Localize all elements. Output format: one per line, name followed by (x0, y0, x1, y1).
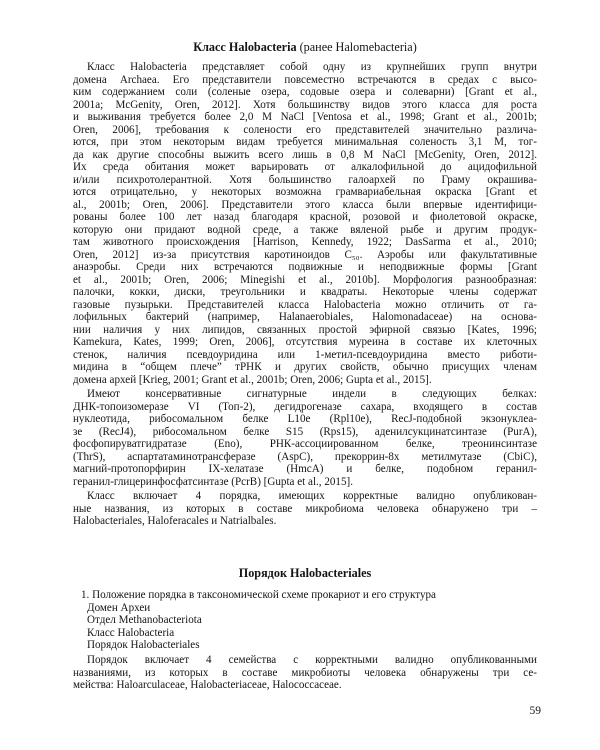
text-line: зе (RecJ4), рибосомальном белке S15 (Rps15), аденилсукцинатсинтазе (PurA), (73, 425, 537, 438)
text-line: Oren, 2006], требования к солености его представителей значительно различа- (73, 123, 537, 136)
text-line: ются отрицательно, у некоторых возможна грамвариабельная окраска [Grant et (73, 186, 537, 198)
text-line: палочки, кокки, диски, треугольники и квадраты. Некоторые члены содержат (73, 286, 537, 298)
text-line: Kamekura, Kates, 1999; Oren, 2006], отсутствия муреина в составе их клеточных (73, 336, 537, 348)
text-line: там животного происхождения [Harrison, Kennedy, 1922; DasSarma et al., 2010; (73, 236, 537, 248)
text-line: домена архей [Krieg, 2001; Grant et al., 2001b; Oren, 2006; Gupta et al., 2015]. (73, 373, 432, 386)
text-line: газовые пузырьки. Представителей класса Halobacteria можно отличить от га- (73, 298, 537, 311)
taxonomy-block (73, 589, 537, 652)
text-line: которую они придают водной среде, а также вяленой рыбе и другим продук- (73, 223, 537, 236)
text-line: нуклеотида, рибосомальном белке L10e (Rpl10e), RecJ-подобной экзонуклеа- (73, 413, 537, 425)
text-line: Класс Halobacteria представляет собой одну из крупнейших групп внутри (87, 61, 537, 73)
page-number: 59 (529, 705, 541, 717)
text-line: мейства: Haloarculaceae, Halobacteriaceae, Halococcaceae. (73, 679, 342, 691)
text-line: et al., 2001b; Oren, 2006; Minegishi et al., 2010b]. Морфология разнообразная: (73, 273, 537, 286)
text-line: Oren, 2012] из-за присутствия каротиноидов C₅₀. Аэробы или факультативные (73, 248, 537, 261)
text-line: ные названия, из которых в составе микробиома человека обнаружено три – (73, 502, 537, 515)
text-line: названиями, из которых в составе микробиоты человека обнаружены три се- (73, 666, 537, 679)
paragraph-indels (73, 388, 537, 488)
text-line: ДНК-топоизомеразе VI (Топ-2), дегидрогеназе сахара, входящего в состав (73, 400, 537, 413)
text-line: мидина в “общем плече” тРНК и других свойств, обычно присущих членам (73, 361, 537, 373)
taxonomy-line: Порядок Halobacteriales (87, 639, 200, 651)
section-heading-class (73, 40, 537, 54)
text-line: и выживания требуется более 2,0 M NaCl [Ventosa et al., 1998; Grant et al., 2001b; (73, 111, 537, 123)
text-line: Порядок включает 4 семейства с корректными валидно опубликованными (87, 654, 537, 666)
text-line: лофильных бактерий (например, Halanaerobiales, Halomonadaceae) на основа- (73, 311, 537, 323)
text-line: анаэробы. Среди них встречаются подвижные и неподвижные формы [Grant (73, 261, 537, 273)
text-line: нии наличия у них липидов, связанных простой эфирной связью [Kates, 1996; (73, 323, 537, 336)
text-line: Класс включает 4 порядка, имеющих корректные валидно опубликован- (87, 490, 537, 502)
text-line: al., 2001b; Oren, 2006]. Представители этого класса были впервые идентифици- (73, 198, 537, 211)
taxonomy-line: Класс Halobacteria (87, 626, 175, 639)
list-item: 1. Положение порядка в таксономической схеме прокариот и его структура (81, 589, 436, 601)
text-line: да как другие способны выжить всего лишь в 0,8 M NaCl [McGenity, Oren, 2012]. (73, 148, 537, 161)
paragraph-families (73, 654, 537, 692)
text-line: магний-протопорфирин IX-хелатазе (HmcA) и белке, подобном геранил- (73, 463, 537, 475)
text-line: ются, при этом некоторым видам требуется минимальная соленость 3,1 M, тог- (73, 136, 537, 148)
text-line: домена Archaea. Его представители повсеместно встречаются в средах с высо- (73, 73, 537, 86)
paragraph-orders (73, 490, 537, 528)
text-line: Имеют консервативные сигнатурные индели в следующих белках: (87, 388, 537, 400)
text-line: 2001a; McGenity, Oren, 2012]. Хотя большинству видов этого класса для роста (73, 98, 537, 111)
paragraph-intro (73, 61, 537, 386)
text-line: рованы более 100 лет назад благодаря красной, розовой и фиолетовой окраске, (73, 211, 537, 223)
text-line: (ThrS), аспартатаминотрансферазе (AspC), прекоррин-8х метилмутазе (CbiC), (73, 450, 537, 463)
text-line: Их среда обитания может варьировать от алкалофильной до ацидофильной (73, 161, 537, 173)
text-line: геранил-глицеринфосфатсинтазе (PcrB) [Gupta et al., 2015]. (73, 475, 353, 488)
text-line: и/или психротолерантной. Хотя большинство галоархей по Граму окрашива- (73, 173, 537, 186)
taxonomy-line: Домен Археи (87, 601, 151, 614)
heading-order: Порядок Halobacteriales (238, 566, 372, 580)
heading-class-rest: (ранее Halomebacteria) (296, 40, 417, 54)
taxonomy-line: Отдел Methanobacteriota (87, 614, 202, 626)
text-line: фосфопируватгидратазе (Eno), РНК-ассоциированном белке, треонинсинтазе (73, 438, 537, 450)
text-line: Halobacteriales, Haloferacales и Natrialbales. (73, 515, 277, 527)
heading-class-bold: Класс Halobacteria (193, 40, 297, 54)
section-heading-order (73, 566, 537, 580)
text-line: стенок, наличия псевдоуридина или 1-метил-псевдоуридина вместо риботи- (73, 348, 537, 361)
text-line: ким содержанием соли (соленые озера, содовые озера и солеварни) [Grant et al., (73, 86, 537, 98)
